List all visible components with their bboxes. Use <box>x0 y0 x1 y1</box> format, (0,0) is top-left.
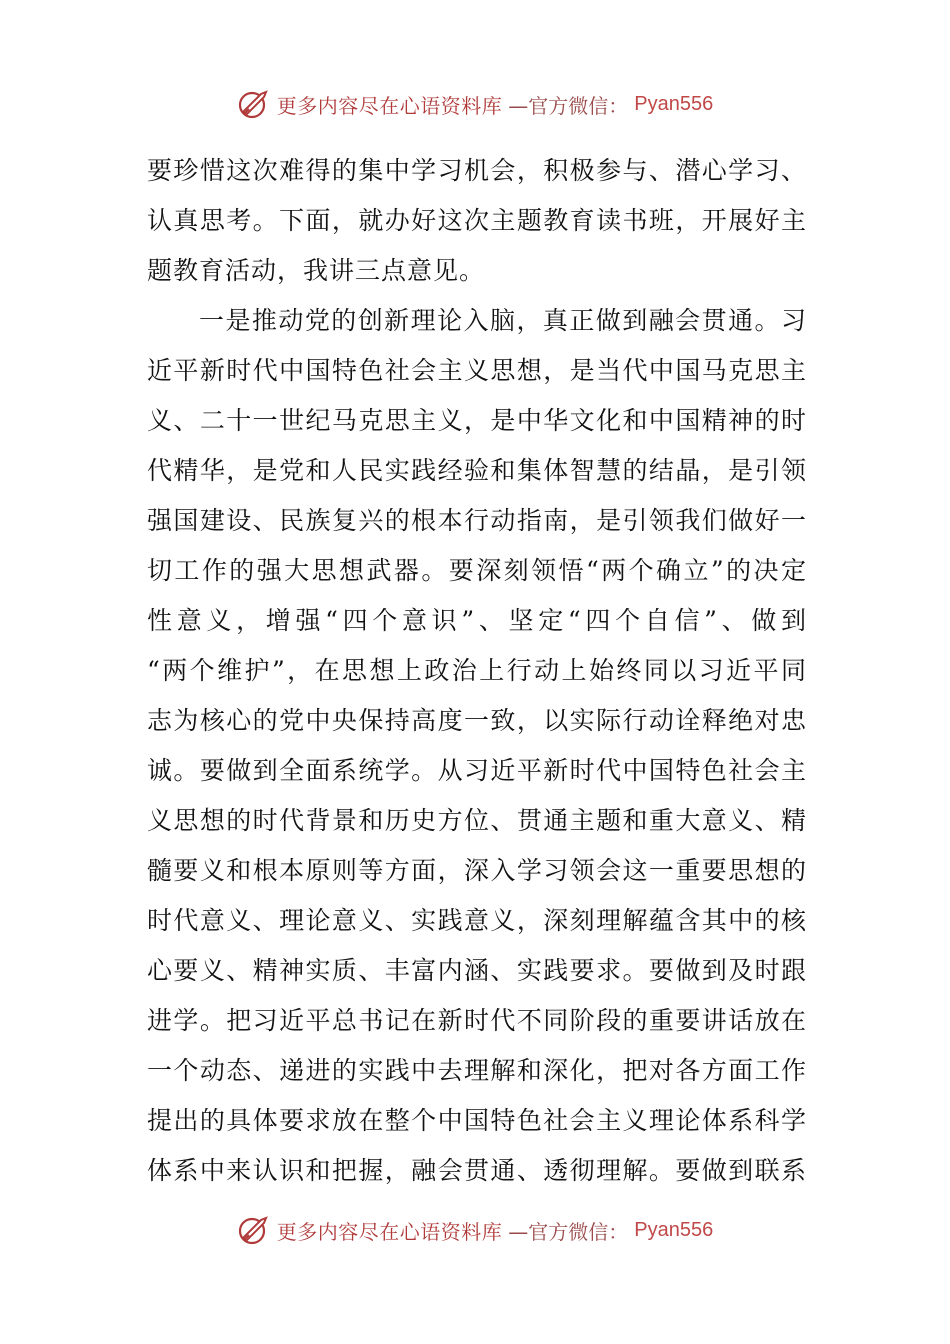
text-line: 近平新时代中国特色社会主义思想，是当代中国马克思主 <box>147 356 807 385</box>
text-line: 义思想的时代背景和历史方位、贯通主题和重大意义、精 <box>147 806 807 835</box>
document-body <box>147 146 807 1196</box>
header-watermark <box>0 84 950 124</box>
text-line: 诚。要做到全面系统学。从习近平新时代中国特色社会主 <box>147 756 807 785</box>
watermark-separator: —官方微信： <box>508 1219 629 1244</box>
watermark-separator: —官方微信： <box>508 93 629 118</box>
text-line: 性意义，增强“四个意识”、坚定“四个自信”、做到 <box>147 606 807 635</box>
text-line: 一个动态、递进的实践中去理解和深化，把对各方面工作 <box>147 1056 807 1085</box>
text-line: 提出的具体要求放在整个中国特色社会主义理论体系科学 <box>147 1106 807 1135</box>
text-line: 时代意义、理论意义、实践意义，深刻理解蕴含其中的核 <box>147 906 807 935</box>
text-line: 一是推动党的创新理论入脑，真正做到融会贯通。习 <box>199 306 807 335</box>
footer-watermark <box>0 1210 950 1250</box>
text-line: “两个维护”，在思想上政治上行动上始终同以习近平同 <box>147 656 807 685</box>
text-line: 要珍惜这次难得的集中学习机会，积极参与、潜心学习、 <box>147 156 807 185</box>
text-line: 题教育活动，我讲三点意见。 <box>147 256 486 285</box>
paragraph-1 <box>147 146 807 296</box>
watermark-text: 更多内容尽在心语资料库 <box>276 93 503 118</box>
watermark-account: Pyan556 <box>634 92 714 115</box>
text-line: 心要义、精神实质、丰富内涵、实践要求。要做到及时跟 <box>147 956 807 985</box>
watermark-account: Pyan556 <box>634 1218 714 1241</box>
watermark-text: 更多内容尽在心语资料库 <box>276 1219 503 1244</box>
text-line: 代精华，是党和人民实践经验和集体智慧的结晶，是引领 <box>147 456 807 485</box>
text-line: 体系中来认识和把握，融会贯通、透彻理解。要做到联系 <box>147 1156 807 1185</box>
text-line: 义、二十一世纪马克思主义，是中华文化和中国精神的时 <box>147 406 807 435</box>
pen-nib-circle-icon <box>237 1213 271 1247</box>
text-line: 认真思考。下面，就办好这次主题教育读书班，开展好主 <box>147 206 807 235</box>
text-line: 髓要义和根本原则等方面，深入学习领会这一重要思想的 <box>147 856 807 885</box>
text-line: 志为核心的党中央保持高度一致，以实际行动诠释绝对忠 <box>147 706 807 735</box>
text-line: 强国建设、民族复兴的根本行动指南，是引领我们做好一 <box>147 506 807 535</box>
text-line: 切工作的强大思想武器。要深刻领悟“两个确立”的决定 <box>147 556 807 585</box>
pen-nib-circle-icon <box>237 87 271 121</box>
text-line: 进学。把习近平总书记在新时代不同阶段的重要讲话放在 <box>147 1006 807 1035</box>
paragraph-2 <box>147 296 807 1196</box>
